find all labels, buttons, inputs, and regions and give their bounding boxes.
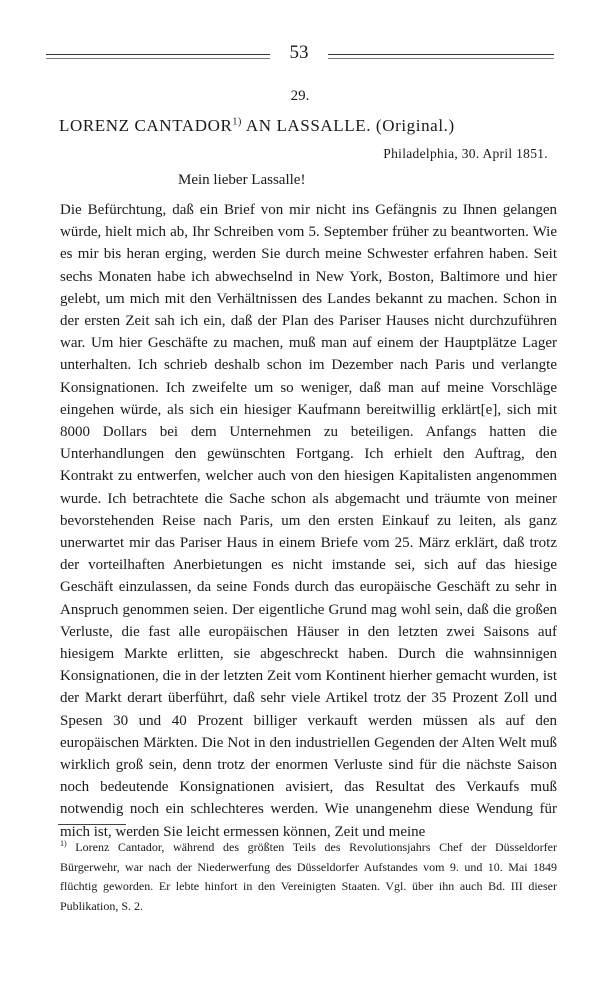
page-header (46, 40, 554, 70)
letter-number: 29. (290, 88, 310, 104)
header-rule-left (46, 54, 270, 55)
footnote-marker: 1) (60, 839, 67, 848)
letter-body: Die Befürchtung, daß ein Brief von mir nicht ins Gefängnis zu Ihnen gelangen würde, hielt mich ab, Ihr Schreiben vom 5. September früher zu beantworten. Wie es mir bis heran erging, werden Sie durch meine Schwester erfahren haben. Seit sechs Monaten habe ich abwechselnd in New York, Boston, Baltimore und hier gelebt, um mich mit den Verhältnissen des Landes bekannt zu machen. Schon in der ersten Zeit sah ich ein, daß der Plan des Pariser Hauses nicht durchzuführen war. Um hier Geschäfte zu machen, muß man auf einem der Hauptplätze Lager unterhalten. Ich schrieb deshalb schon im Dezember nach Paris und verlangte Konsignationen. Ich zweifelte um so weniger, daß man auf meine Vorschläge eingehen würde, als sich ein hiesiger Kaufmann bereitwillig erklärt[e], sich mit 8000 Dollars bei dem Unternehmen zu beteiligen. Anfangs hatten die Unterhandlungen den gewünschten Fortgang. Ich erhielt den Auftrag, den Kontrakt zu entwerfen, welcher auch von den hiesigen Kapitalisten angenommen wurde. Ich betrachtete die Sache schon als abgemacht und träumte von meiner bevorstehenden Reise nach Paris, um den ersten Einkauf zu leiten, als ganz unerwartet mir das Pariser Haus in einem Briefe vom 25. März erklärt, daß trotz der vorteilhaften Anerbietungen es nicht imstande sei, sich auf das hiesige Geschäft einzulassen, da seine Fonds durch das europäische Geschäft zu sehr in Anspruch genommen seien. Der eigentliche Grund mag wohl sein, daß die großen Verluste, die fast alle europäischen Häuser in den letzten zwei Saisons auf hiesigem Markte erlitten, sie abgeschreckt haben. Durch die wahnsinnigen Konsignationen, die in der letzten Zeit vom Kontinent hierher gemacht wurden, ist der Markt derart überführt, daß sehr viele Artikel trotz der 35 Prozent Zoll und Spesen 30 und 40 Prozent billiger verkauft werden müssen als auf den europäischen Märkten. Die Not in den industriellen Gegenden der Alten Welt muß wirklich groß sein, denn trotz der enormen Verluste sind für die nächste Saison noch bedeutende Konsignationen avisiert, das Resultat des Verkaufs muß notwendig noch ein schlechteres werden. Wie unangenehm diese Wendung für mich ist, werden Sie leicht ermessen können, Zeit und meine (60, 202, 557, 840)
title-footnote-marker: 1) (232, 116, 242, 128)
footnote-rule (58, 824, 126, 825)
footnote-text: Lorenz Cantador, während des größten Teils des Revolutionsjahrs Chef der Düsseldorfer Bürgerwehr, war nach der Niederwerfung des Düsseldorfer Aufstandes vom 9. und 10. Mai 1849 flüchtig geworden. Er lebte hinfort in den Vereinigten Staaten. Vgl. über ihn auch Bd. III dieser Publikation, S. 2. (60, 840, 557, 913)
header-rule-left-lower (46, 58, 270, 59)
letter-title-suffix: AN LASSALLE. (Original.) (241, 116, 455, 135)
place-date: Philadelphia, 30. April 1851. (383, 146, 548, 161)
footnote (60, 834, 557, 916)
letter-title-prefix: LORENZ CANTADOR (59, 116, 233, 135)
header-rule-right-lower (328, 58, 554, 59)
header-rule-right (328, 54, 554, 55)
salutation: Mein lieber Lassalle! (178, 172, 306, 188)
letter-title (59, 116, 455, 136)
page-number: 53 (289, 42, 309, 63)
